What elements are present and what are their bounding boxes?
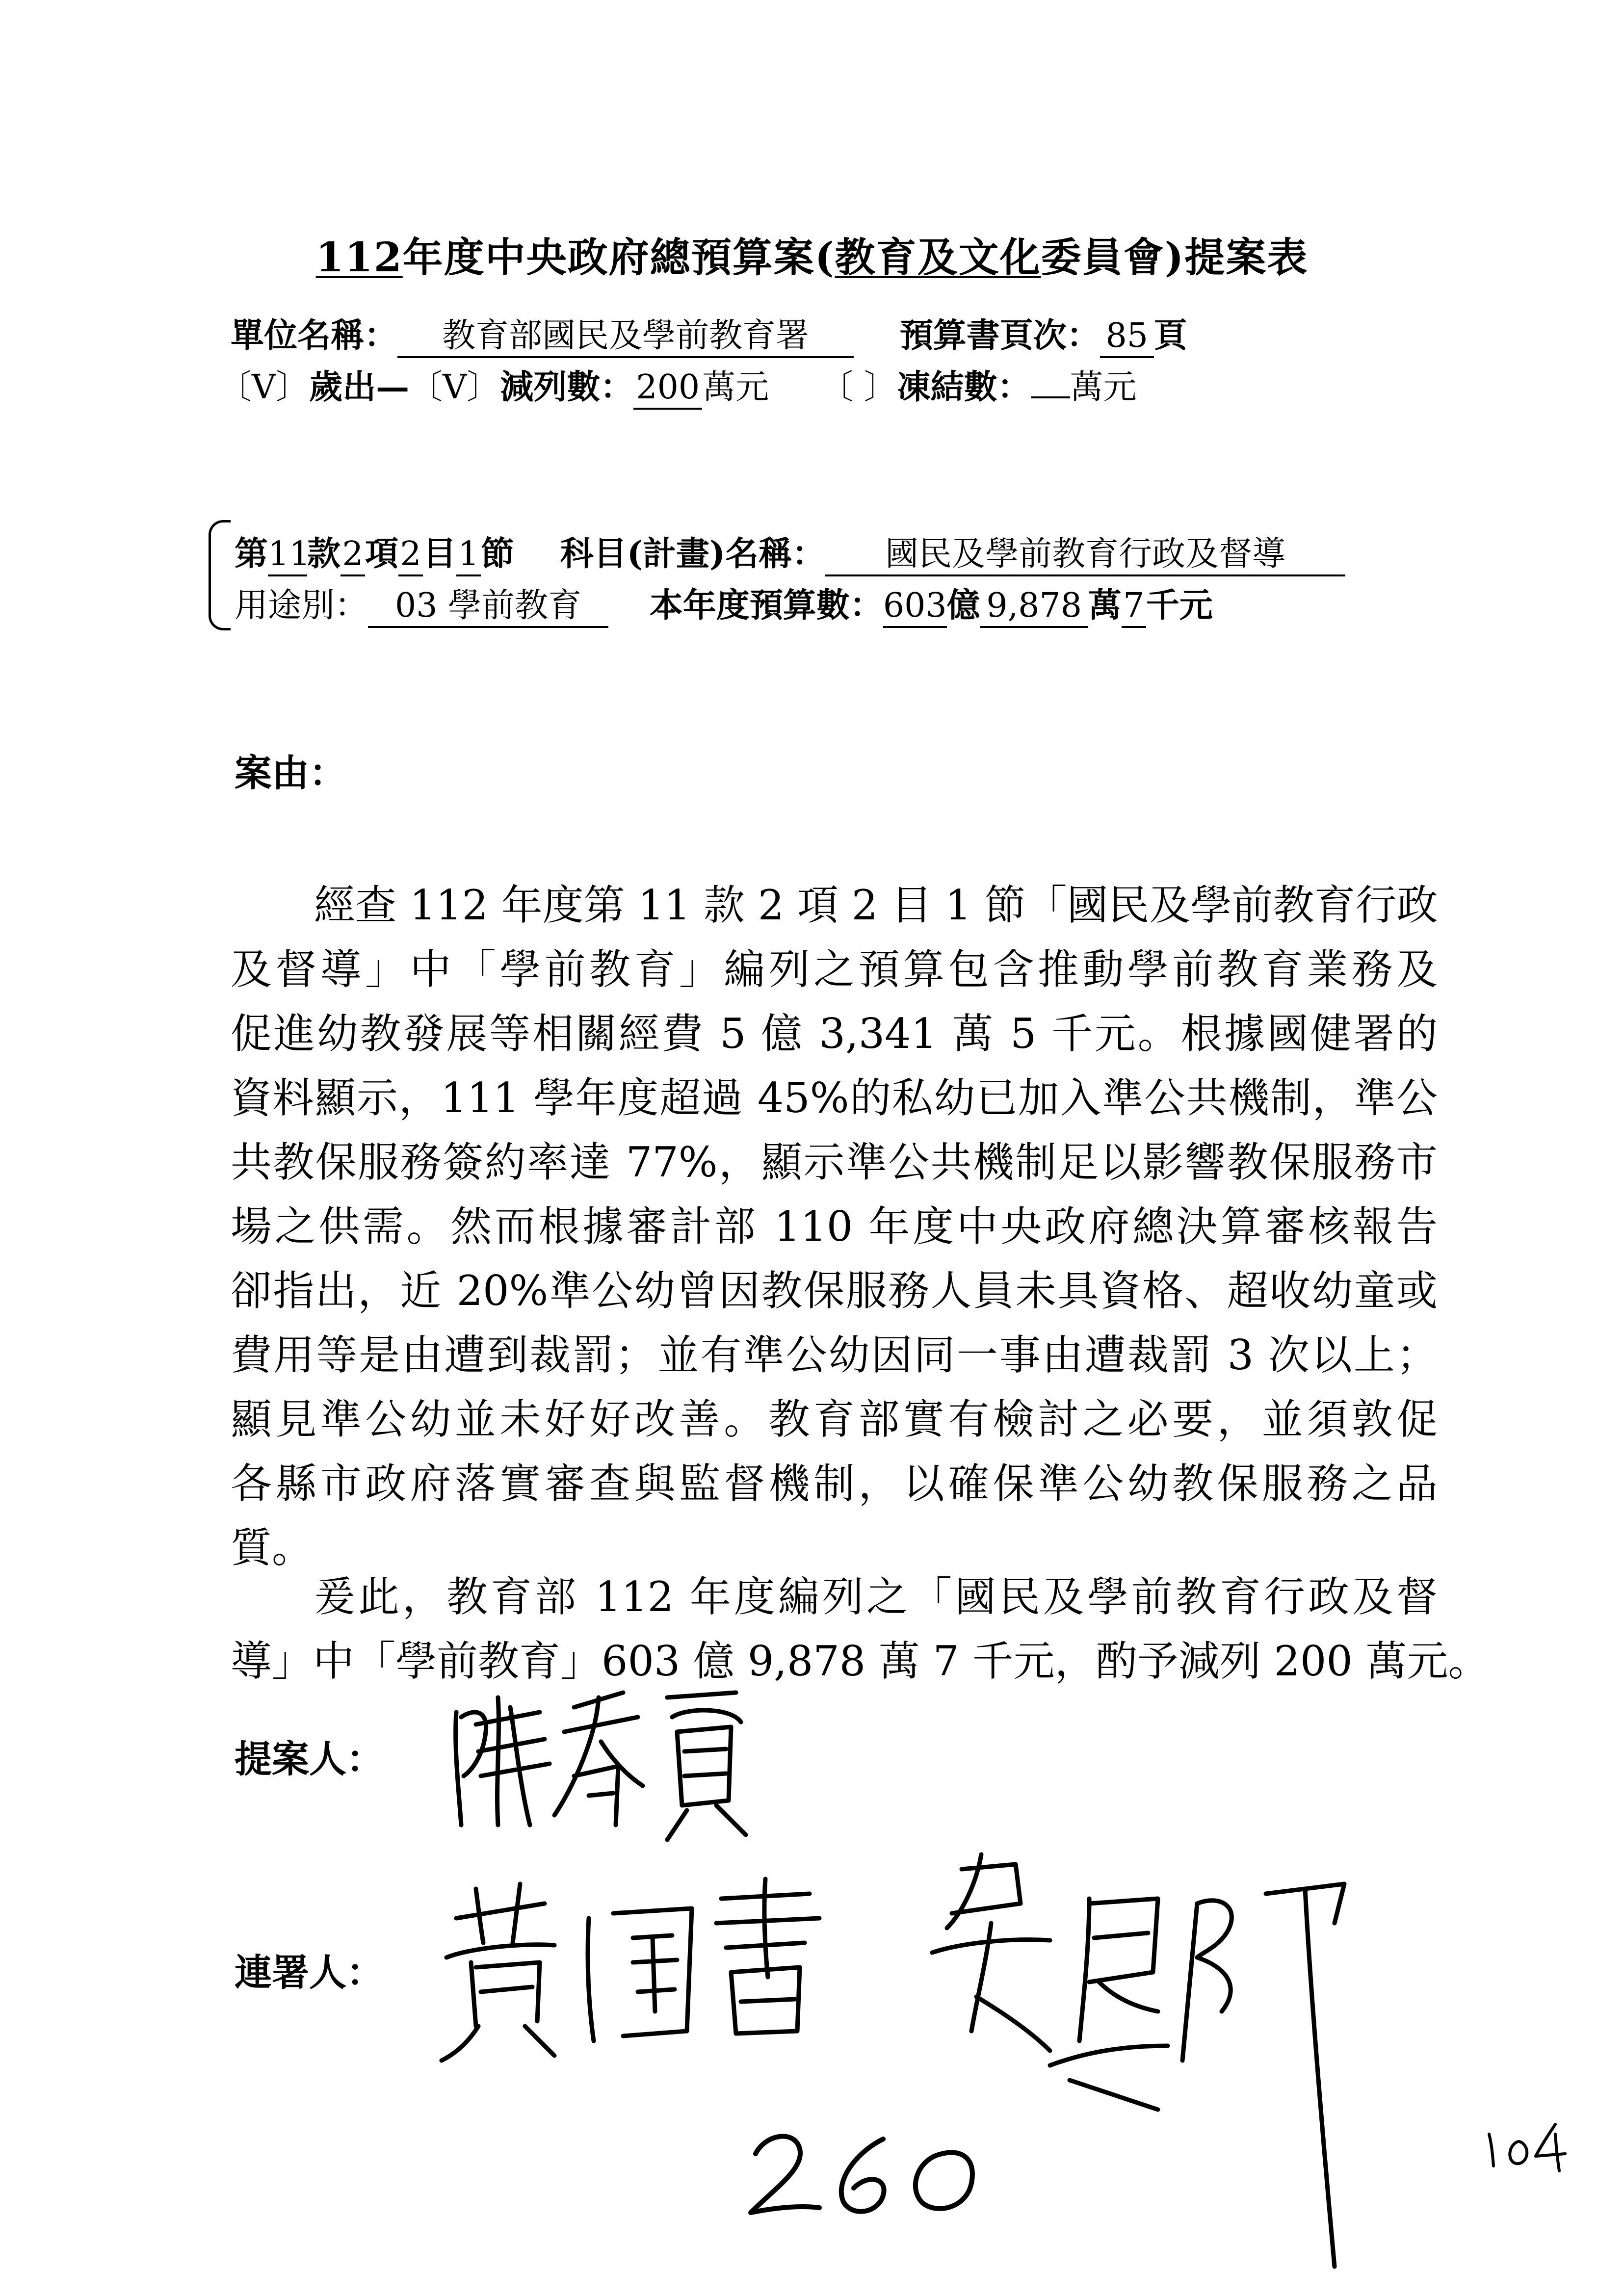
reason-paragraph xyxy=(231,873,1438,1580)
budget-qian-unit: 千元 xyxy=(1146,586,1213,625)
reason-line: 共教保服務簽約率達 77%，顯示準公共機制足以影響教保服務市 xyxy=(231,1138,1438,1186)
reason-line: 經查 112 年度第 11 款 2 項 2 目 1 節「國民及學前教育行政 xyxy=(314,881,1438,929)
usage-value: 03 學前教育 xyxy=(368,586,608,628)
kuan-label: 款 xyxy=(307,534,341,574)
handwritten-number-image xyxy=(736,2110,991,2227)
xiang-value: 2 xyxy=(341,534,365,576)
reason-line: 促進幼教發展等相關經費 5 億 3,341 萬 5 千元。根據國健署的 xyxy=(231,1010,1438,1058)
reason-line: 各縣市政府落實審查與監督機制，以確保準公幼教保服務之品 xyxy=(231,1460,1438,1508)
form-title xyxy=(0,226,1624,283)
reduce-value: 200 xyxy=(633,367,702,410)
subject-name-label: 科目(計畫)名稱： xyxy=(560,534,826,574)
budget-yi: 603 xyxy=(883,586,947,628)
proposer-signature-image xyxy=(442,1678,756,1845)
reason-line: 顯見準公幼並未好好改善。教育部實有檢討之必要，並須敦促 xyxy=(231,1395,1438,1443)
reduce-unit: 萬元 xyxy=(702,368,769,407)
subject-name-value: 國民及學前教育行政及督導 xyxy=(825,534,1345,576)
mu-value: 2 xyxy=(398,534,423,576)
budget-yi-unit: 億 xyxy=(946,586,980,625)
freeze-value xyxy=(1031,396,1070,398)
page-label: 預算書頁次： xyxy=(899,316,1100,355)
reason-line: 卻指出，近 20%準公幼曾因教保服務人員未具資格、超收幼童或 xyxy=(231,1267,1438,1315)
unit-name-value: 教育部國民及學前教育署 xyxy=(397,316,854,358)
conclusion-line: 爰此，教育部 112 年度編列之「國民及學前教育行政及督 xyxy=(314,1573,1438,1621)
reason-line: 費用等是由遭到裁罰；並有準公幼因同一事由遭裁罰 3 次以上； xyxy=(231,1331,1438,1379)
reason-label: 案由： xyxy=(235,751,346,795)
freeze-check: 〔 〕 xyxy=(819,368,897,407)
mu-label: 目 xyxy=(423,534,457,574)
title-suffix: 委員會)提案表 xyxy=(1041,234,1309,281)
xiang-label: 項 xyxy=(365,534,399,574)
reason-line: 及督導」中「學前教育」編列之預算包含推動學前教育業務及 xyxy=(231,945,1438,993)
reduce-check: 〔V〕 xyxy=(409,368,500,407)
cosigner-signature-image-1 xyxy=(427,1864,829,2070)
kuan-value: 11 xyxy=(268,534,307,576)
proposer-label: 提案人： xyxy=(235,1737,384,1781)
page-number-image xyxy=(1477,2114,1575,2173)
unit-name-label: 單位名稱： xyxy=(231,316,398,355)
jie-value: 1 xyxy=(456,534,481,576)
budget-wan-unit: 萬 xyxy=(1088,586,1122,625)
page-unit: 頁 xyxy=(1153,316,1187,355)
cosigner-label: 連署人： xyxy=(235,1951,384,1994)
subject-row xyxy=(235,527,1345,576)
budget-qian: 7 xyxy=(1122,586,1146,628)
reason-line: 場之供需。然而根據審計部 110 年度中央政府總決算審核報告 xyxy=(231,1202,1438,1251)
title-prefix: 年度中央政府總預算案( xyxy=(402,234,835,281)
unit-row xyxy=(231,309,1187,358)
freeze-label: 凍結數： xyxy=(897,367,1031,407)
options-row xyxy=(218,361,1137,410)
expenditure-check: 〔V〕 xyxy=(218,368,310,407)
usage-row xyxy=(235,579,1213,628)
budget-wan: 9,878 xyxy=(980,586,1088,628)
conclusion-line: 導」中「學前教育」603 億 9,878 萬 7 千元，酌予減列 200 萬元。 xyxy=(231,1637,1490,1685)
title-year: 112 xyxy=(315,234,403,281)
kuan-prefix: 第 xyxy=(235,534,268,574)
freeze-unit: 萬元 xyxy=(1070,368,1137,407)
reason-line: 質。 xyxy=(231,1524,314,1572)
budget-label: 本年度預算數： xyxy=(649,586,883,625)
reason-line: 資料顯示，111 學年度超過 45%的私幼已加入準公共機制，準公 xyxy=(231,1074,1438,1122)
reduce-label: 減列數： xyxy=(500,367,634,407)
expenditure-label: 歲出— xyxy=(309,367,410,407)
usage-label: 用途別： xyxy=(235,586,368,625)
page-value: 85 xyxy=(1100,316,1154,358)
subject-bracket xyxy=(209,520,231,630)
conclusion-paragraph xyxy=(231,1565,1490,1694)
jie-label: 節 xyxy=(481,534,515,574)
title-committee: 教育及文化 xyxy=(835,234,1041,281)
